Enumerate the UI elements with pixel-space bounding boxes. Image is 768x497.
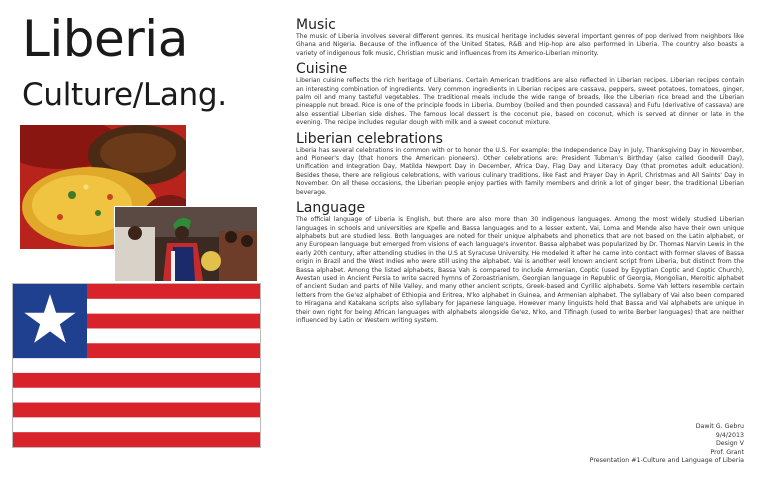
page-subtitle: Culture/Lang. [22,77,227,113]
content-column [296,18,744,329]
page-title: Liberia [22,10,188,68]
celebrations-heading: Liberian celebrations [296,130,443,147]
celebrations-section [296,132,744,197]
music-section [296,18,744,58]
credit-author: Dawit G. Gebru [695,423,744,430]
music-heading: Music [296,17,336,33]
cuisine-heading: Cuisine [296,61,348,78]
flag-stripe [13,358,260,373]
credits-block [590,423,744,466]
cuisine-section [296,62,744,127]
language-text: The official language of Liberia is English, but there are also more than 30 indigenous languages. Among the most widely studied Liberian languages in schools and universities are Kpelle and Bassa languages and to a lesser extent, Vai, Loma and Mende also have their own unique alphabets but are studied less. Both languages are noted for their unique alphabets and phonetics that are not based on the Latin alphabet, or any European language but emerged from visions of each language's inventor. Bassa alphabet was popularized by Dr. Thomas Narvin Lewis in the early 20th century, after attending studies in the U.S at Syracuse University. He modeled it after he came into contact with former slaves of Bassa origin in Brazil and the West Indies who were still using the alphabet. Vai is another well known ancient script from Liberia, but distinct from the Bassa alphabet. Among the listed alphabets, Bassa Vah is compared to include Armenian, Coptic (used by Egyptian Coptic and Coptic Church), Avestan used in Ancient Persia to write sacred hymns of Zoroastrianism, Georgian language in Republic of Georgia, Mongolian, Meroitic alphabet of ancient Sudan and parts of Nile Valley, and many other ancient scripts, Greek-based and Cyrillic alphabets. Some Vah letters resemble certain letters from the Ge'ez alphabet of Ethiopia and Eritrea, N'ko alphabet in Guinea, and Armenian alphabet. The syllabary of Vai also been compared to Hiragana and Katakana scripts also syllabary for Japanese language. However many linguists hold that Bassa and Vai alphabets are unique in their own right for being African languages with alphabets alongside Ge'ez, N'ko, and Tifinagh (used to write Berber languages) that are neither influenced by Latin or Western writing system. [296,216,744,324]
flag-stripe [13,432,260,447]
cuisine-text: Liberian cuisine reflects the rich heritage of Liberians. Certain American traditions are also reflected in Liberian recipes. Liberian recipes contain an interesting combination of ingredients. Very common ingredients in Liberian recipes are cassava, peppers, sweet potatoes, tomatoes, ginger, palm oil and many tasteful vegetables. The traditional meals include the wide range of breads, like the Liberian rice bread and the Liberian pineapple nut bread. Rice is one of the principle foods in Liberia. Dumboy (boiled and then pounded cassava) and Fufu (derivative of cassava) are also essential Liberian side dishes. The famous local dessert is the coconut pie, based on coconut, which is served at dinner or late in the evening. The recipe includes regular dough with milk and a sweet coconut mixture. [296,77,744,127]
language-section [296,201,744,325]
flag-stripe [13,388,260,403]
credit-date: 9/4/2013 [715,431,744,439]
liberian-celebration-photo [114,206,258,282]
credit-course: Design V [715,440,744,448]
flag-stripe [13,417,260,432]
credit-professor: Prof. Grant [710,448,744,456]
credit-presentation: Presentation #1-Culture and Language of Liberia [589,457,744,465]
music-text: The music of Liberia involves several different genres. Its musical heritage includes several important genres of pop derived from neighbors like Ghana and Nigeria. Because of the influence of the United States, R&B and Hip-hop are also performed in Liberia. The country also boasts a variety of indigenous folk music, Christian music and influences from its Americo-Liberian minority. [296,33,744,57]
liberia-flag [12,283,261,448]
flag-stripe [13,373,260,388]
language-heading: Language [296,200,366,217]
flag-stripe [13,403,260,418]
celebrations-text: Liberia has several celebrations in common with or to honor the U.S. For example: the Independence Day in July, Thanksgiving Day in November, and Pioneer's day (that honors the American pioneers). Other celebrations are: President Tubman's Birthday (also called Goodwill Day), Unification and Integration Day, Matilda Newport Day in December, Africa Day, Flag Day and Literacy Day (that promotes adult education). Besides these, there are religious celebrations, with various culinary traditions, like Fast and Prayer Day in April, Christmas and All Saints' Day in November. On all these occasions, the Liberian people enjoy parties with family members and drink a lot of ginger beer, the traditional Liberian beverage. [296,146,744,196]
